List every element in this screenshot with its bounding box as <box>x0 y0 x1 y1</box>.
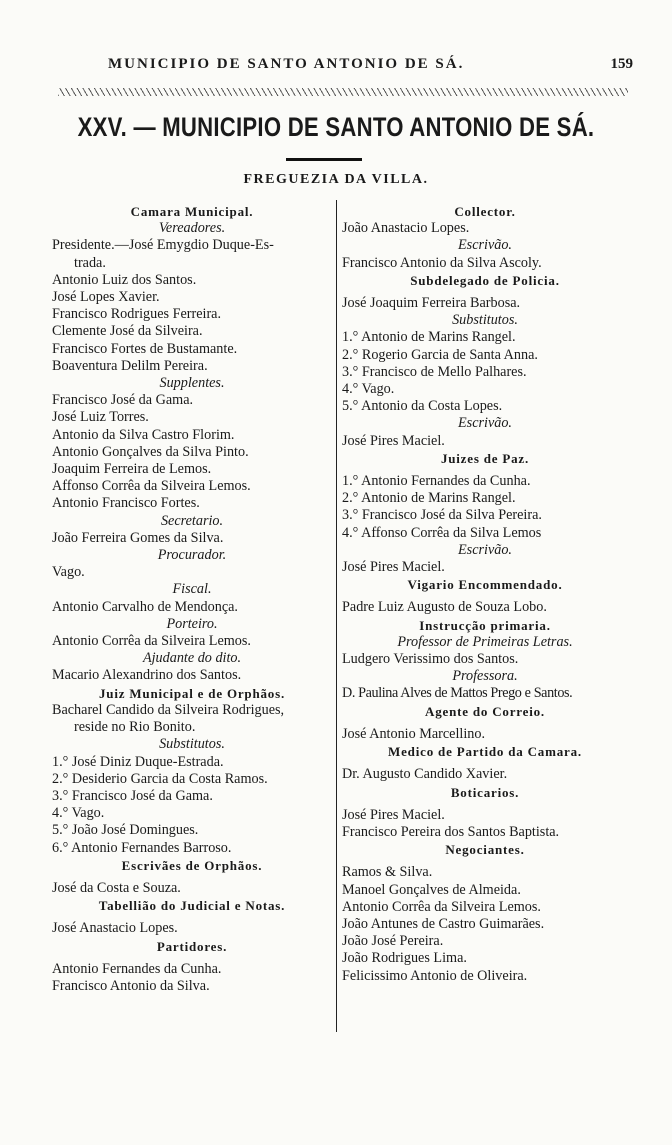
list-item: Joaquim Ferreira de Lemos. <box>52 461 212 478</box>
list-item: Francisco Rodrigues Ferreira. <box>52 306 222 323</box>
role-heading: Ajudante do dito. <box>142 650 242 667</box>
list-item: Antonio da Silva Castro Florim. <box>52 426 235 443</box>
list-item: 5.° Antonio da Costa Lopes. <box>342 398 503 415</box>
list-item: 4.° Vago. <box>52 805 105 822</box>
list-item: José Pires Maciel. <box>342 559 445 576</box>
list-item: José Pires Maciel. <box>342 806 445 823</box>
list-item: João Ferreira Gomes da Silva. <box>52 529 224 546</box>
list-item: 2.° Antonio de Marins Rangel. <box>342 490 516 507</box>
list-item: José Luiz Torres. <box>52 409 149 426</box>
list-item: 4.° Affonso Corrêa da Silva Lemos <box>342 524 542 541</box>
section-subtitle: FREGUEZIA DA VILLA. <box>243 172 429 187</box>
role-heading: Professor de Primeiras Letras. <box>397 633 573 650</box>
list-item: Francisco José da Gama. <box>52 392 194 409</box>
list-item: João José Pereira. <box>342 933 444 950</box>
section-heading: Juiz Municipal e de Orphãos. <box>99 685 285 701</box>
list-item: Presidente.—José Emygdio Duque-Es- <box>52 237 274 254</box>
list-item: João Rodrigues Lima. <box>342 950 467 967</box>
section-heading: Instrucção primaria. <box>419 617 551 633</box>
role-heading: Vereadores. <box>158 220 226 237</box>
section-heading: Vigario Encommendado. <box>407 577 563 593</box>
list-item: trada. <box>74 254 106 271</box>
list-item: José Joaquim Ferreira Barbosa. <box>342 295 521 312</box>
section-heading: Escrivães de Orphãos. <box>121 857 263 873</box>
list-item: Clemente José da Silveira. <box>52 323 203 340</box>
role-heading: Supplentes. <box>159 375 225 392</box>
title-rule <box>286 158 362 161</box>
role-heading: Substitutos. <box>452 312 518 329</box>
list-item: Dr. Augusto Candido Xavier. <box>342 766 508 783</box>
role-heading: Porteiro. <box>166 615 218 632</box>
list-item: 4.° Vago. <box>342 381 395 398</box>
list-item: Antonio Francisco Fortes. <box>52 495 200 512</box>
role-heading: Escrivão. <box>458 237 512 254</box>
list-item: João Anastacio Lopes. <box>342 220 470 237</box>
list-item: Padre Luiz Augusto de Souza Lobo. <box>342 599 547 616</box>
role-heading: Secretario. <box>160 512 224 529</box>
role-heading: Procurador. <box>157 547 227 564</box>
list-item: Antonio Gonçalves da Silva Pinto. <box>52 443 249 460</box>
list-item: João Antunes de Castro Guimarães. <box>342 915 545 932</box>
list-item: 6.° Antonio Fernandes Barroso. <box>52 839 232 856</box>
list-item: 3.° Francisco de Mello Palhares. <box>342 363 527 380</box>
section-heading: Boticarios. <box>450 784 520 800</box>
list-item: José Pires Maciel. <box>342 432 445 449</box>
list-item: Macario Alexandrino dos Santos. <box>52 667 242 684</box>
list-item: José Anastacio Lopes. <box>52 920 178 937</box>
list-item: José Lopes Xavier. <box>52 289 160 306</box>
list-item: 2.° Rogerio Garcia de Santa Anna. <box>342 346 538 363</box>
list-item: Francisco Antonio da Silva. <box>52 977 210 994</box>
list-item: Antonio Corrêa da Silveira Lemos. <box>342 898 541 915</box>
column-divider <box>336 200 337 1032</box>
list-item: Boaventura Delilm Pereira. <box>52 357 208 374</box>
list-item: Felicissimo Antonio de Oliveira. <box>342 967 528 984</box>
list-item: José da Costa e Souza. <box>52 879 181 896</box>
list-item: Francisco Fortes de Bustamante. <box>52 340 238 357</box>
list-item: D. Paulina Alves de Mattos Prego e Santos. <box>342 685 573 702</box>
list-item: José Antonio Marcellino. <box>342 725 486 742</box>
list-item: Antonio Carvalho de Mendonça. <box>52 598 238 615</box>
list-item: reside no Rio Bonito. <box>74 719 196 736</box>
list-item: 2.° Desiderio Garcia da Costa Ramos. <box>52 770 268 787</box>
left-column <box>52 203 332 995</box>
role-heading: Substitutos. <box>159 736 225 753</box>
role-heading: Fiscal. <box>172 581 212 598</box>
role-heading: Escrivão. <box>458 415 512 432</box>
list-item: 1.° José Diniz Duque-Estrada. <box>52 753 224 770</box>
section-heading: Medico de Partido da Camara. <box>388 744 582 760</box>
running-header <box>108 56 633 73</box>
running-header-text: MUNICIPIO DE SANTO ANTONIO DE SÁ. <box>108 56 465 72</box>
section-heading: Negociantes. <box>445 842 525 858</box>
list-item: Ramos & Silva. <box>342 864 433 881</box>
page-number: 159 <box>610 56 633 72</box>
list-item: 3.° Francisco José da Silva Pereira. <box>342 507 542 524</box>
list-item: Antonio Fernandes da Cunha. <box>52 960 222 977</box>
list-item: 3.° Francisco José da Gama. <box>52 787 213 804</box>
list-item: 5.° João José Domingues. <box>52 822 199 839</box>
section-heading: Partidores. <box>156 938 228 954</box>
section-heading: Collector. <box>454 204 516 219</box>
list-item: Bacharel Candido da Silveira Rodrigues, <box>52 701 285 718</box>
section-heading: Camara Municipal. <box>130 204 254 219</box>
page-title: XXV. — MUNICIPIO DE SANTO ANTONIO DE SÁ. <box>77 112 595 142</box>
list-item: Francisco Pereira dos Santos Baptista. <box>342 823 560 840</box>
right-column <box>342 203 628 985</box>
list-item: Affonso Corrêa da Silveira Lemos. <box>52 478 251 495</box>
list-item: 1.° Antonio de Marins Rangel. <box>342 329 516 346</box>
section-heading: Tabellião do Judicial e Notas. <box>98 898 286 914</box>
list-item: Antonio Luiz dos Santos. <box>52 271 197 288</box>
section-heading: Juizes de Paz. <box>440 450 530 466</box>
list-item: Manoel Gonçalves de Almeida. <box>342 881 521 898</box>
role-heading: Escrivão. <box>458 541 512 558</box>
section-heading: Subdelegado de Policia. <box>410 272 560 288</box>
section-heading: Agente do Correio. <box>425 703 545 719</box>
list-item: Antonio Corrêa da Silveira Lemos. <box>52 633 251 650</box>
ornamental-rule <box>58 88 628 96</box>
list-item: Vago. <box>52 564 85 581</box>
list-item: Ludgero Verissimo dos Santos. <box>342 651 519 668</box>
role-heading: Professora. <box>452 668 518 685</box>
list-item: 1.° Antonio Fernandes da Cunha. <box>342 473 531 490</box>
list-item: Francisco Antonio da Silva Ascoly. <box>342 254 542 271</box>
